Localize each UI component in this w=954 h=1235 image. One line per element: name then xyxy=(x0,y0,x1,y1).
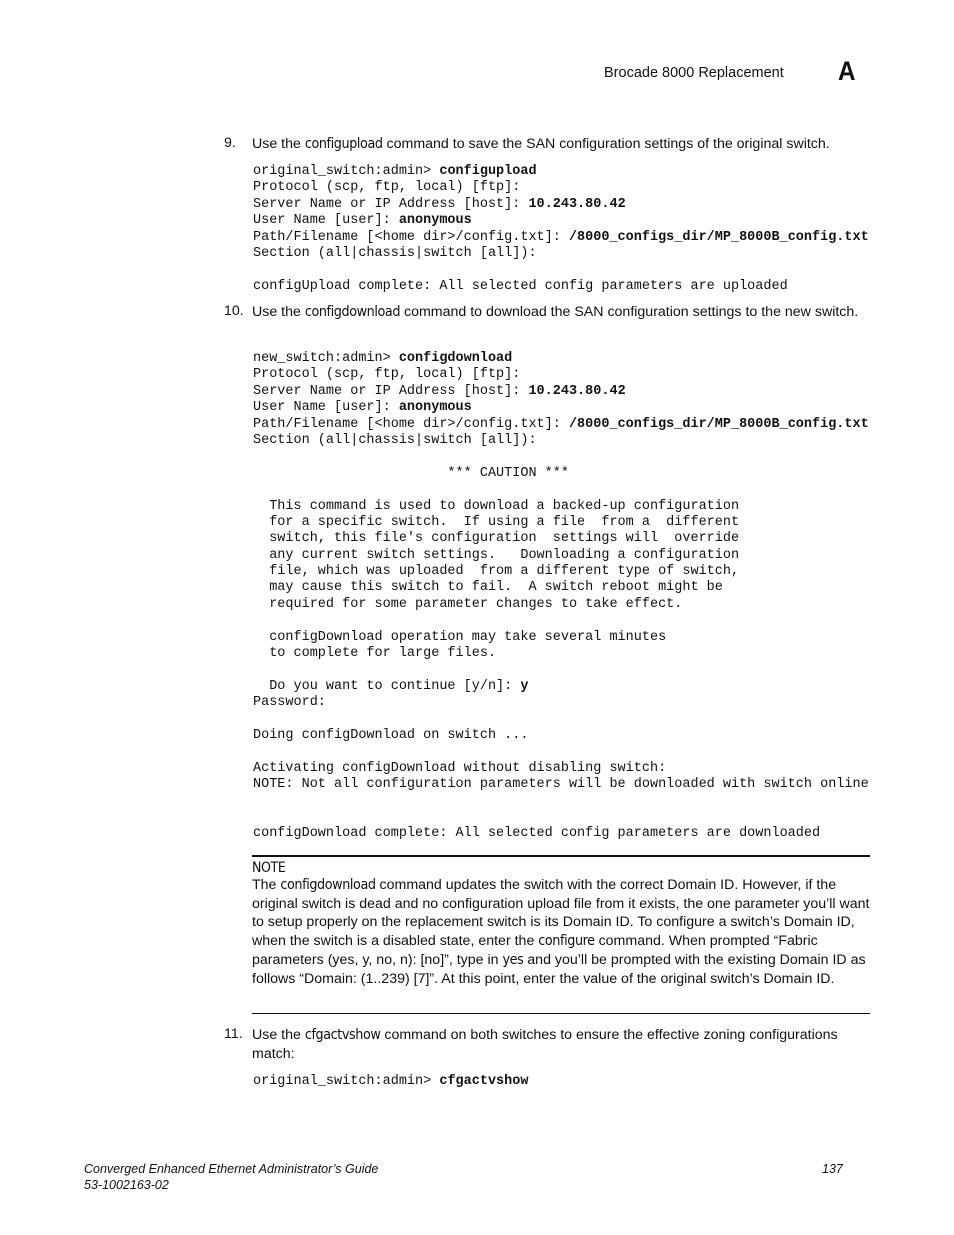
command-cfgactvshow: cfgactvshow xyxy=(304,1027,381,1043)
code-line xyxy=(253,449,869,465)
code-line: Section (all|chassis|switch [all]): xyxy=(253,432,537,448)
code-line xyxy=(253,482,869,498)
footer-page-number: 137 xyxy=(822,1162,843,1176)
code-line: Path/Filename [<home dir>/config.txt]: /8000_configs_dir/MP_8000B_config.txt xyxy=(253,416,869,432)
code-line: Section (all|chassis|switch [all]): xyxy=(253,245,537,261)
code-line: new_switch:admin> configdownload xyxy=(253,351,513,366)
appendix-letter: A xyxy=(838,56,856,86)
code-input-value: cfgactvshow xyxy=(439,1074,529,1089)
step-10-number: 10. xyxy=(224,303,244,319)
code-line: Do you want to continue [y/n]: y xyxy=(253,678,529,694)
code-input-value: 10.243.80.42 xyxy=(528,383,626,399)
code-input-value: configdownload xyxy=(398,351,513,366)
code-line xyxy=(253,744,869,760)
code-line: User Name [user]: anonymous xyxy=(253,213,472,229)
running-header-title: Brocade 8000 Replacement xyxy=(604,65,784,81)
code-line: This command is used to download a backed-up configuration xyxy=(253,498,740,514)
code-line: file, which was uploaded from a different type of switch, xyxy=(253,564,740,580)
step-11-number: 11. xyxy=(224,1026,243,1042)
code-line xyxy=(253,613,869,629)
step-9-text: Use the configupload command to save the SAN configuration settings of the original switch. xyxy=(252,136,830,152)
command-yes: yes xyxy=(502,951,524,968)
step-9-number: 9. xyxy=(224,135,236,151)
step-11-text: Use the cfgactvshow command on both switches to ensure the effective zoning configurations match: xyxy=(252,1027,838,1062)
code-line: for a specific switch. If using a file from a different xyxy=(253,514,740,530)
note-rule-top xyxy=(252,855,870,857)
code-block-configupload xyxy=(253,164,869,295)
code-line: original_switch:admin> configupload xyxy=(253,164,537,179)
code-input-value: configupload xyxy=(439,164,537,179)
code-line: configDownload operation may take several minutes xyxy=(253,629,667,645)
code-line: Activating configDownload without disabling switch: xyxy=(253,760,667,776)
code-line xyxy=(253,794,869,810)
code-line: to complete for large files. xyxy=(253,646,497,662)
command-configupload: configupload xyxy=(304,136,383,152)
code-line: Password: xyxy=(253,695,326,711)
code-input-value: anonymous xyxy=(398,400,472,416)
code-input-value: anonymous xyxy=(398,213,472,229)
code-line: Protocol (scp, ftp, local) [ftp]: xyxy=(253,180,521,196)
code-line: required for some parameter changes to take effect. xyxy=(253,596,683,612)
code-line: any current switch settings. Downloading a configuration xyxy=(253,547,740,563)
code-line: User Name [user]: anonymous xyxy=(253,400,472,416)
code-line xyxy=(253,262,869,278)
code-line: configDownload complete: All selected config parameters are downloaded xyxy=(253,826,821,842)
footer-doc-number: 53-1002163-02 xyxy=(84,1178,169,1192)
code-line: may cause this switch to fail. A switch reboot might be xyxy=(253,580,723,596)
code-line: Doing configDownload on switch ... xyxy=(253,727,529,743)
code-input-value: /8000_configs_dir/MP_8000B_config.txt xyxy=(568,229,869,245)
code-line xyxy=(253,712,869,728)
note-label: NOTE xyxy=(252,860,286,876)
code-line: original_switch:admin> cfgactvshow xyxy=(253,1074,529,1089)
code-line: Path/Filename [<home dir>/config.txt]: /8000_configs_dir/MP_8000B_config.txt xyxy=(253,229,869,245)
code-line xyxy=(253,810,869,826)
code-input-value: 10.243.80.42 xyxy=(528,196,626,212)
code-line: NOTE: Not all configuration parameters will be downloaded with switch online xyxy=(253,777,869,793)
footer-guide-title: Converged Enhanced Ethernet Administrator’s Guide xyxy=(84,1162,379,1176)
code-line: configUpload complete: All selected config parameters are uploaded xyxy=(253,278,788,294)
command-configdownload: configdownload xyxy=(280,877,376,893)
code-block-configdownload xyxy=(253,351,869,843)
code-line xyxy=(253,662,869,678)
code-line: switch, this file's configuration settings will override xyxy=(253,531,740,547)
code-line: Protocol (scp, ftp, local) [ftp]: xyxy=(253,367,521,383)
code-input-value: y xyxy=(520,678,529,694)
note-body: The configdownload command updates the switch with the correct Domain ID. However, if the original switch is dead and no configuration upload file from it exists, the one parameter you’ll want to setup properly on the replacement switch is its Domain ID. To configure a switch’s Domain ID, when the switch is a disabled state, enter the configure command. When prompted “Fabric parameters (yes, y, no, n): [no]”, type in yes and you’ll be prompted with the existing Domain ID as follows “Domain: (1..239) [7]”. At this point, enter the value of the original switch’s Domain ID. xyxy=(252,877,870,987)
code-block-cfgactvshow xyxy=(253,1074,528,1090)
code-input-value: /8000_configs_dir/MP_8000B_config.txt xyxy=(568,416,869,432)
step-10-text: Use the configdownload command to download the SAN configuration settings to the new switch. xyxy=(252,304,859,320)
command-configdownload: configdownload xyxy=(304,304,401,320)
command-configure: configure xyxy=(538,933,595,950)
note-rule-bottom xyxy=(252,1013,870,1014)
code-line: Server Name or IP Address [host]: 10.243.80.42 xyxy=(253,196,626,212)
code-line: *** CAUTION *** xyxy=(253,465,569,481)
code-line: Server Name or IP Address [host]: 10.243.80.42 xyxy=(253,383,626,399)
